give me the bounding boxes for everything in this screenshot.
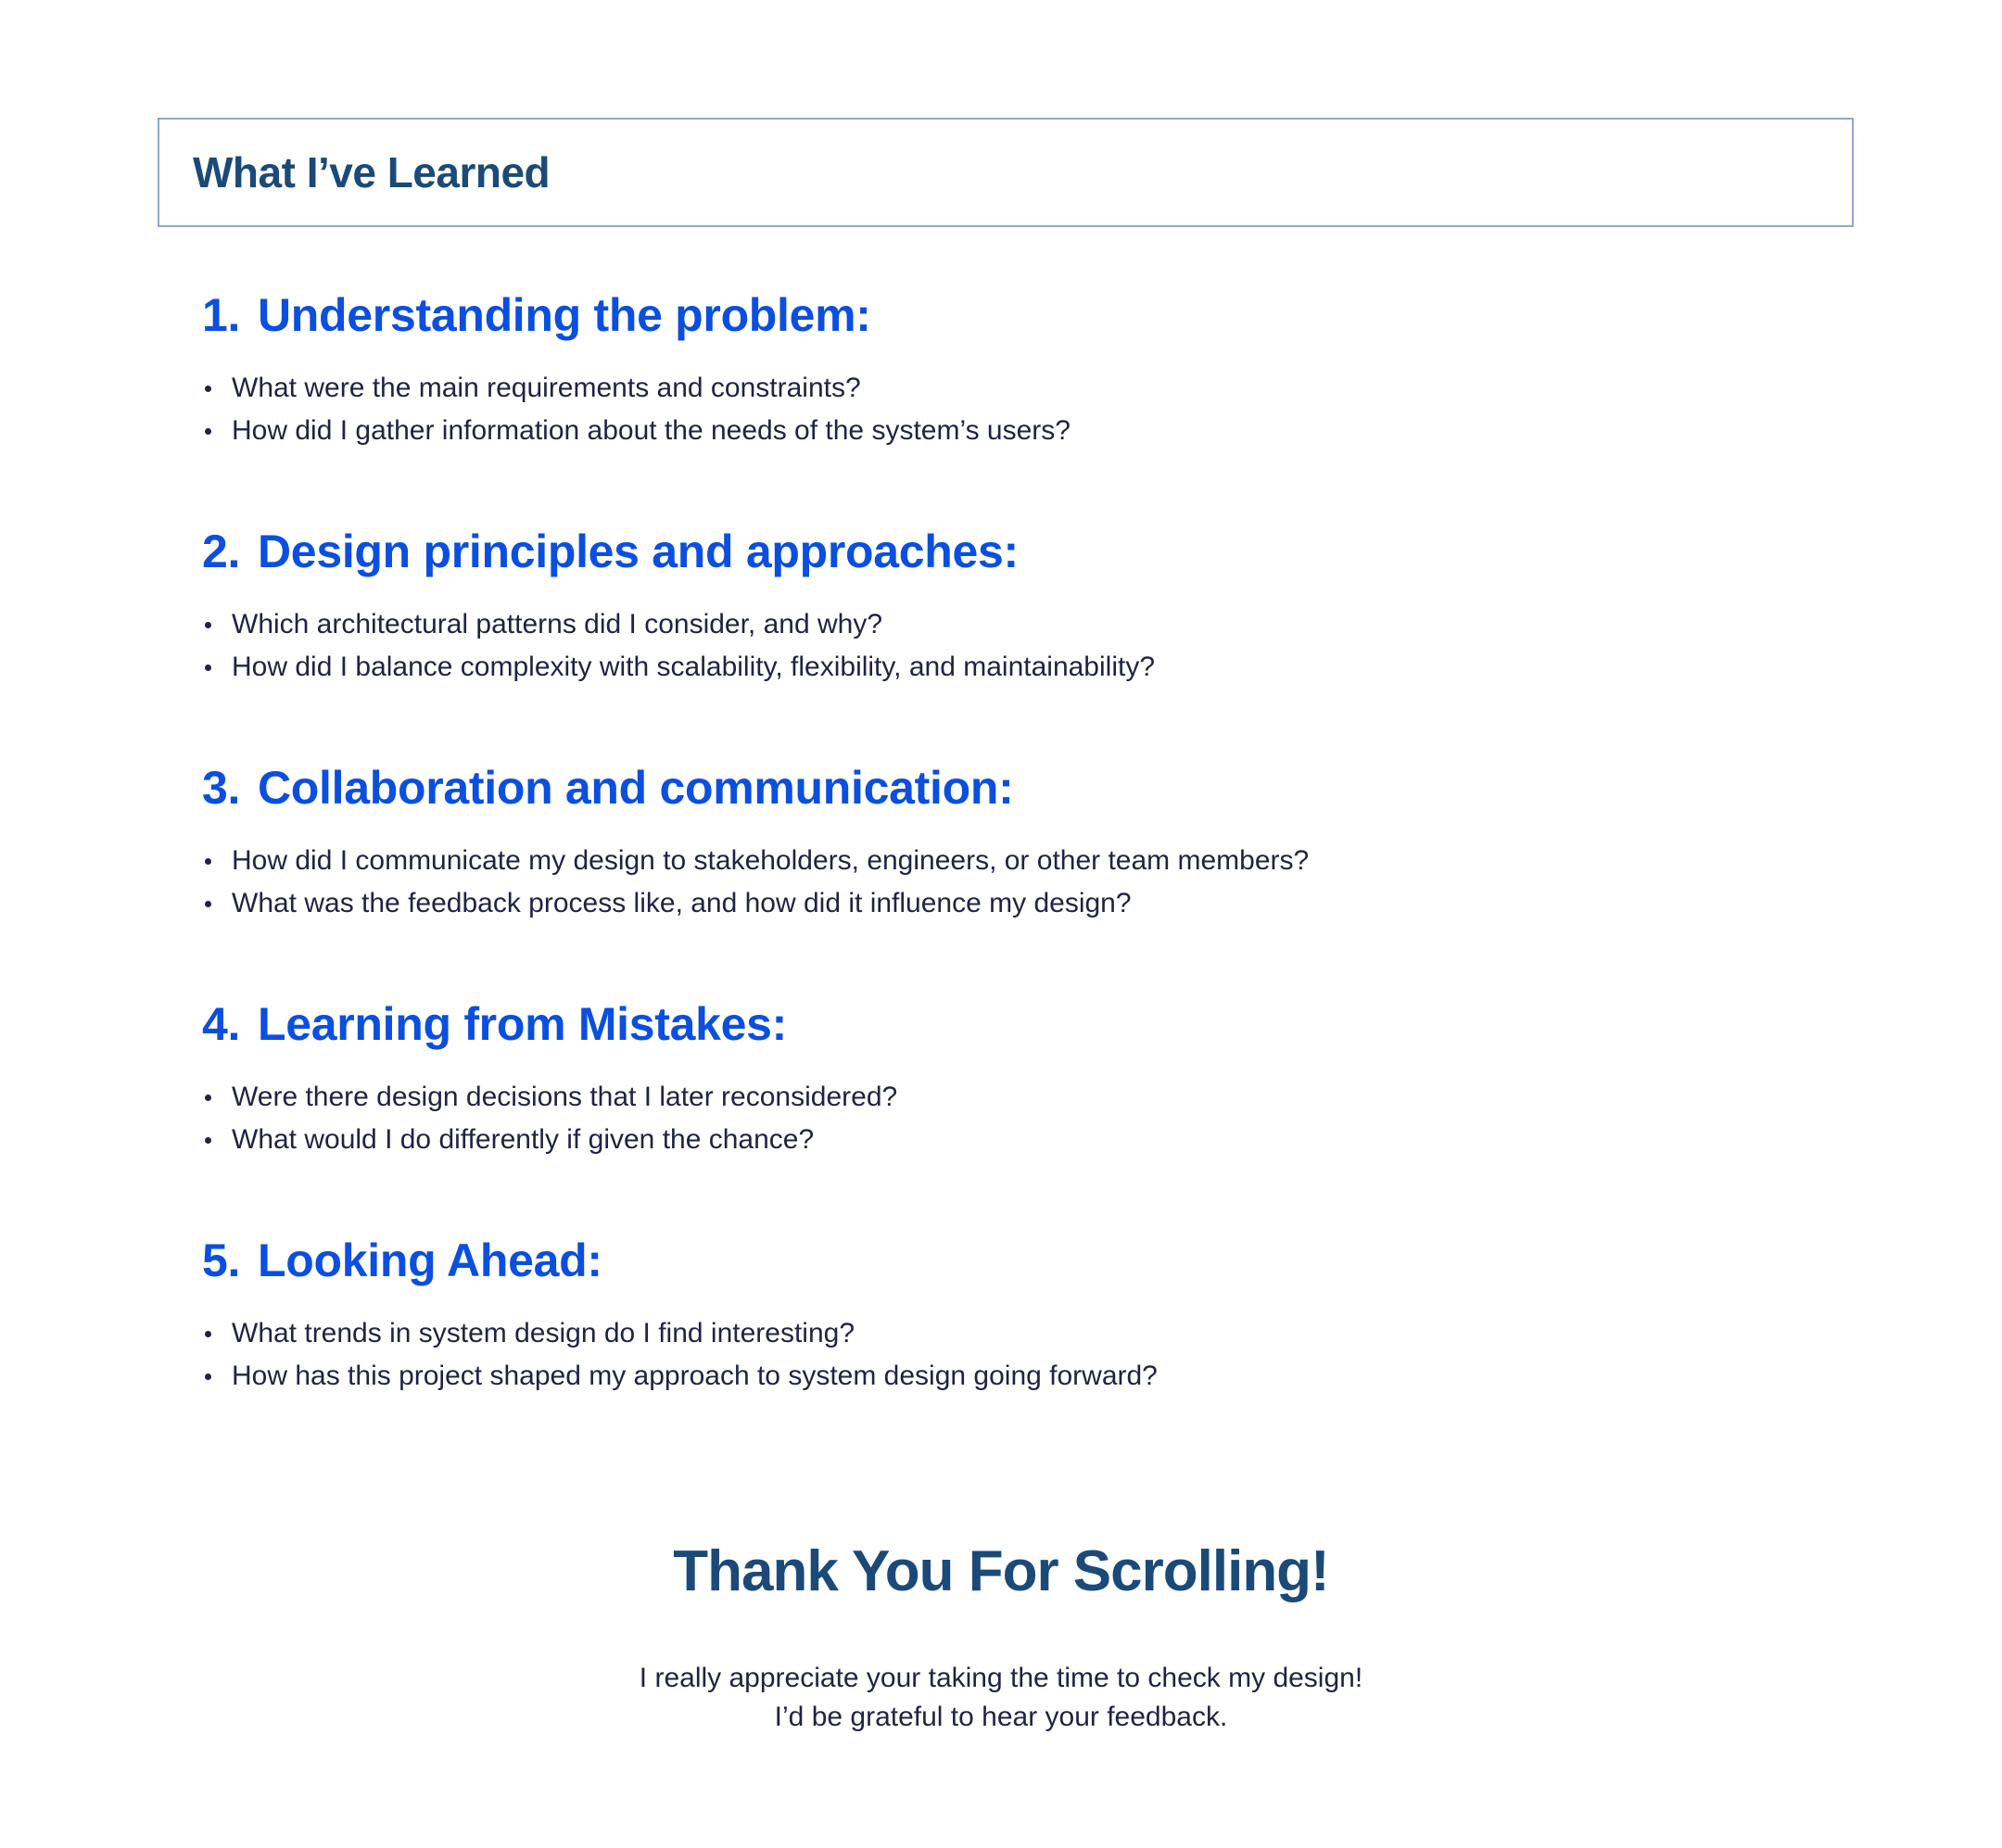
list-item-text: Which architectural patterns did I consider, and why? <box>232 609 883 639</box>
bullet-list <box>202 367 1778 452</box>
bullet-dot <box>205 901 211 907</box>
section-understanding <box>202 278 1778 514</box>
thank-you-line-1: I really appreciate your taking the time to check my design! <box>639 1663 1363 1693</box>
section-title: Looking Ahead: <box>258 1234 602 1286</box>
section-title: Design principles and approaches: <box>258 525 1019 577</box>
list-item <box>202 646 1778 689</box>
section-title: Learning from Mistakes: <box>258 998 788 1050</box>
bullet-dot <box>205 622 211 628</box>
page-title: What I’ve Learned <box>193 148 551 196</box>
list-item-text: What would I do differently if given the chance? <box>232 1124 815 1155</box>
thank-you-line-2: I’d be grateful to hear your feedback. <box>774 1702 1228 1732</box>
section-number: 5. <box>202 1234 241 1286</box>
learnings-content <box>202 278 1778 1460</box>
bullet-list <box>202 603 1778 689</box>
list-item <box>202 410 1778 452</box>
section-heading <box>202 751 1778 825</box>
list-item-text: How did I communicate my design to stakeholders, engineers, or other team members? <box>232 845 1310 876</box>
bullet-dot <box>205 428 211 435</box>
bullet-dot <box>205 1137 211 1144</box>
list-item-text: What trends in system design do I find interesting? <box>232 1318 855 1348</box>
list-item-text: How has this project shaped my approach to system design going forward? <box>232 1361 1158 1391</box>
bullet-dot <box>205 386 211 392</box>
section-learning-from-mistakes <box>202 987 1778 1223</box>
bullet-dot <box>205 1331 211 1337</box>
list-item-text: How did I balance complexity with scalability, flexibility, and maintainability? <box>232 652 1156 682</box>
section-number: 3. <box>202 762 241 814</box>
bullet-dot <box>205 858 211 865</box>
list-item <box>202 367 1778 410</box>
section-heading <box>202 987 1778 1061</box>
bullet-dot <box>205 1095 211 1101</box>
list-item <box>202 1119 1778 1161</box>
bullet-dot <box>205 665 211 671</box>
list-item-text: Were there design decisions that I later reconsidered? <box>232 1082 898 1112</box>
list-item <box>202 882 1778 925</box>
list-item <box>202 840 1778 882</box>
section-number: 2. <box>202 525 241 577</box>
list-item <box>202 603 1778 646</box>
bullet-list <box>202 1312 1778 1398</box>
section-heading <box>202 1223 1778 1297</box>
thank-you-message <box>0 1659 2002 1737</box>
section-title: Understanding the problem: <box>258 289 871 341</box>
bullet-list <box>202 840 1778 925</box>
bullet-dot <box>205 1373 211 1380</box>
list-item <box>202 1312 1778 1355</box>
section-heading <box>202 514 1778 589</box>
section-collaboration <box>202 751 1778 987</box>
list-item <box>202 1355 1778 1398</box>
list-item-text: What were the main requirements and constraints? <box>232 373 861 403</box>
section-looking-ahead <box>202 1223 1778 1460</box>
section-header-box <box>158 118 1854 227</box>
bullet-list <box>202 1076 1778 1161</box>
list-item-text: How did I gather information about the needs of the system’s users? <box>232 415 1071 446</box>
section-heading <box>202 278 1778 352</box>
section-title: Collaboration and communication: <box>258 762 1014 814</box>
section-number: 1. <box>202 289 241 341</box>
section-number: 4. <box>202 998 241 1050</box>
section-design-principles <box>202 514 1778 751</box>
thank-you-heading: Thank You For Scrolling! <box>673 1539 1329 1603</box>
list-item-text: What was the feedback process like, and how did it influence my design? <box>232 888 1132 918</box>
list-item <box>202 1076 1778 1119</box>
